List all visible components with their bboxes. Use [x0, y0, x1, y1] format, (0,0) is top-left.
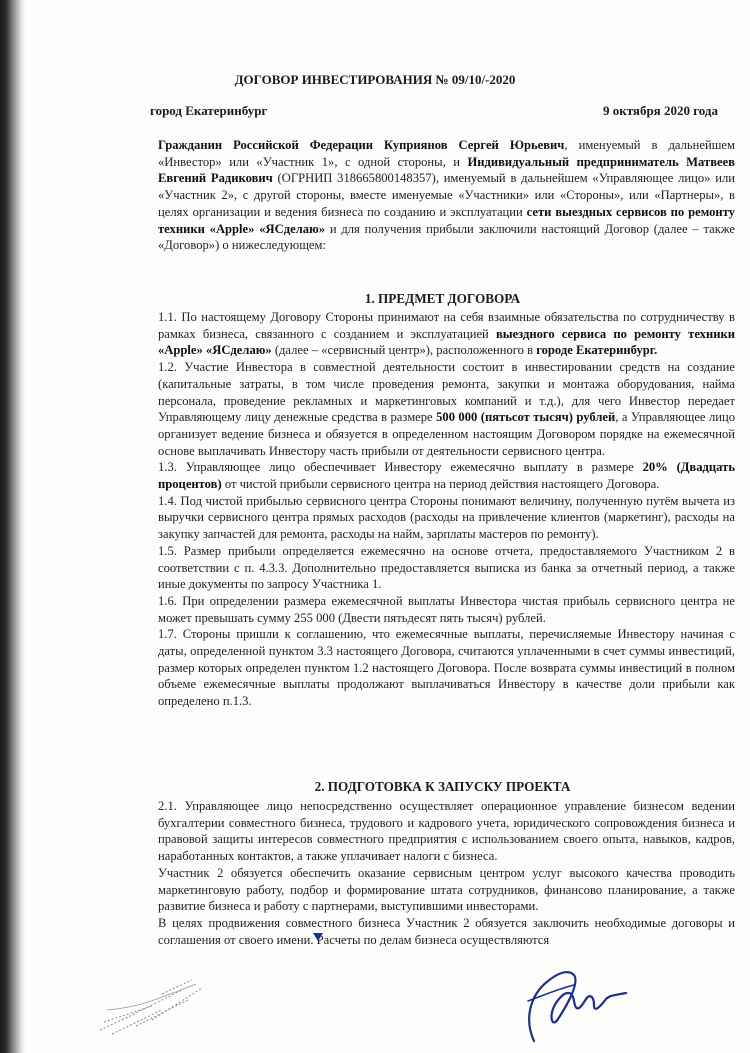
text-run: Участник 2 обязуется обеспечить оказание сервисным центром услуг высокого качества проводить маркетинговую работу, подбор и формирование штата сотрудников, финансово планирование, а также развитие бизнеса и работу с партнерами, выступившими инвесторами. — [158, 865, 735, 914]
text-run: 1.5. Размер прибыли определяется ежемесячно на основе отчета, предоставляемого Участником 2 в соответствии с п. 4.3.3. Дополнительно предоставляется выписка из банка за отчетный период, а также иные документы по запросу Участника 1. — [158, 543, 735, 592]
clause-paragraph — [158, 915, 735, 948]
clause-paragraph — [158, 798, 735, 865]
text-run: 1.7. Стороны пришли к соглашению, что ежемесячные выплаты, перечисляемые Инвестору начиная с даты, определенной пунктом 3.3 настоящего Договора, считаются уплаченными в счет суммы инвестиций, размер которых определен пунктом 1.2 настоящего Договора. После возврата суммы инвестиций в полном объеме ежемесячные выплаты продолжают выплачиваться Инвестору в качестве доли прибыли как определено п.1.3. — [158, 627, 735, 709]
section-1-body — [158, 309, 735, 710]
text-run: (ОГРНИП 318665800148357), именуемый в дальнейшем «Управляющее лицо» или «Участник 2», с другой стороны, вместе именуемые «Участники» или «Стороны», или «Партнеры», в целях организации и ведения бизнеса по созданию и эксплуатации — [158, 171, 735, 219]
clause-paragraph — [158, 459, 735, 492]
clause-paragraph — [158, 359, 735, 459]
text-run: от чистой прибыли сервисного центра на период действия настоящего Договора. — [221, 477, 660, 492]
text-run: , а Управляющее лицо организует ведение бизнеса и обязуется в определенном настоящим Договором порядке на ежемесячной основе выплачивать Инвестору часть прибыли от деятельности сервисного центра. — [158, 410, 736, 458]
preamble-paragraph — [158, 137, 735, 254]
bold-text-run: сети выездных сервисов по ремонту техники «Apple» «ЯСделаю» — [158, 204, 735, 236]
clause-paragraph — [158, 865, 735, 915]
section-1-heading: 1. ПРЕДМЕТ ДОГОВОРА — [364, 291, 521, 306]
clause-paragraph — [158, 593, 735, 626]
clause-paragraph — [158, 309, 735, 359]
clause-paragraph — [158, 493, 735, 543]
text-run: 1.4. Под чистой прибылью сервисного центра Стороны понимают величину, полученную путём вычета из выручки сервисного центра прямых расходов (расходы на привлечение клиентов (маркетинг), расходы на закупку запчастей для ремонта, расходы на найм, зарплаты мастеров по ремонту). — [158, 493, 735, 542]
bold-text-run: городе Екатеринбург. — [536, 343, 658, 358]
bold-text-run: Индивидуальный предприниматель Матвеев Евгений Радикович — [158, 154, 735, 186]
text-run: (далее – «сервисный центр»), расположенного в — [271, 343, 537, 358]
section-2-body — [158, 798, 735, 948]
contract-city: город Екатеринбург — [150, 103, 268, 118]
ink-signature-icon — [500, 955, 640, 1050]
preamble-text — [158, 137, 735, 254]
clause-paragraph — [158, 543, 735, 593]
text-run: 2.1. Управляющее лицо непосредственно осуществляет операционное управление бизнесом ведении бухгалтерии совместного бизнеса, трудового и кадрового учета, юридического сопровождения бизнеса и правовой защиты интересов совместного предприятия с использованием своего опыта, навыков, кадров, наработанных контактов, а также уплачивает налоги с бизнеса. — [158, 799, 735, 864]
scan-edge-shadow — [0, 0, 26, 1053]
bold-text-run: 20% (Двадцать процентов) — [158, 460, 735, 492]
bold-text-run: Гражданин Российской Федерации Куприянов Сергей Юрьевич — [158, 138, 565, 152]
text-run: 1.3. Управляющее лицо обеспечивает Инвестору ежемесячно выплату в размере — [158, 460, 643, 475]
text-run: 1.1. По настоящему Договору Стороны принимают на себя взаимные обязательства по сотрудничеству в рамках бизнеса, связанного с созданием и эксплуатацией — [158, 310, 735, 341]
section-2-heading: 2. ПОДГОТОВКА К ЗАПУСКУ ПРОЕКТА — [314, 779, 571, 794]
contract-date: 9 октября 2020 года — [602, 103, 718, 118]
text-run: и для получения прибыли заключили настоящий Договор (далее – также «Договор») о нижеследующем: — [158, 221, 735, 253]
text-run: 1.2. Участие Инвестора в совместной деятельности состоит в инвестировании средств на создание (капитальные затраты, в том числе проведения ремонта, закупки и монтажа оборудования, найма персонала, проведение рекламных и маркетинговых компаний и т.д.), для чего Инвестор передает Управляющему лицу денежные средства в размере — [158, 360, 735, 425]
text-run: , именуемый в дальнейшем «Инвестор» или «Участник 1», с одной стороны, и — [158, 138, 735, 169]
text-run: В целях продвижения совместного бизнеса Участник 2 обязуется заключить необходимые договоры и соглашения от своего имени. Расчеты по делам бизнеса осуществляются — [158, 915, 735, 947]
clause-paragraph — [158, 626, 735, 710]
pencil-signature-icon — [92, 960, 212, 1040]
document-title: ДОГОВОР ИНВЕСТИРОВАНИЯ № 09/10/-2020 — [234, 72, 516, 87]
bold-text-run: выездного сервиса по ремонту техники «Apple» «ЯСделаю» — [158, 326, 735, 358]
text-run: 1.6. При определении размера ежемесячной выплаты Инвестора чистая прибыль сервисного центра не может превышать сумму 255 000 (Двести пятьдесят пять тысяч) рублей. — [158, 593, 735, 625]
bold-text-run: 500 000 (пятьсот тысяч) рублей — [436, 410, 616, 425]
ink-mark-icon — [313, 933, 323, 941]
